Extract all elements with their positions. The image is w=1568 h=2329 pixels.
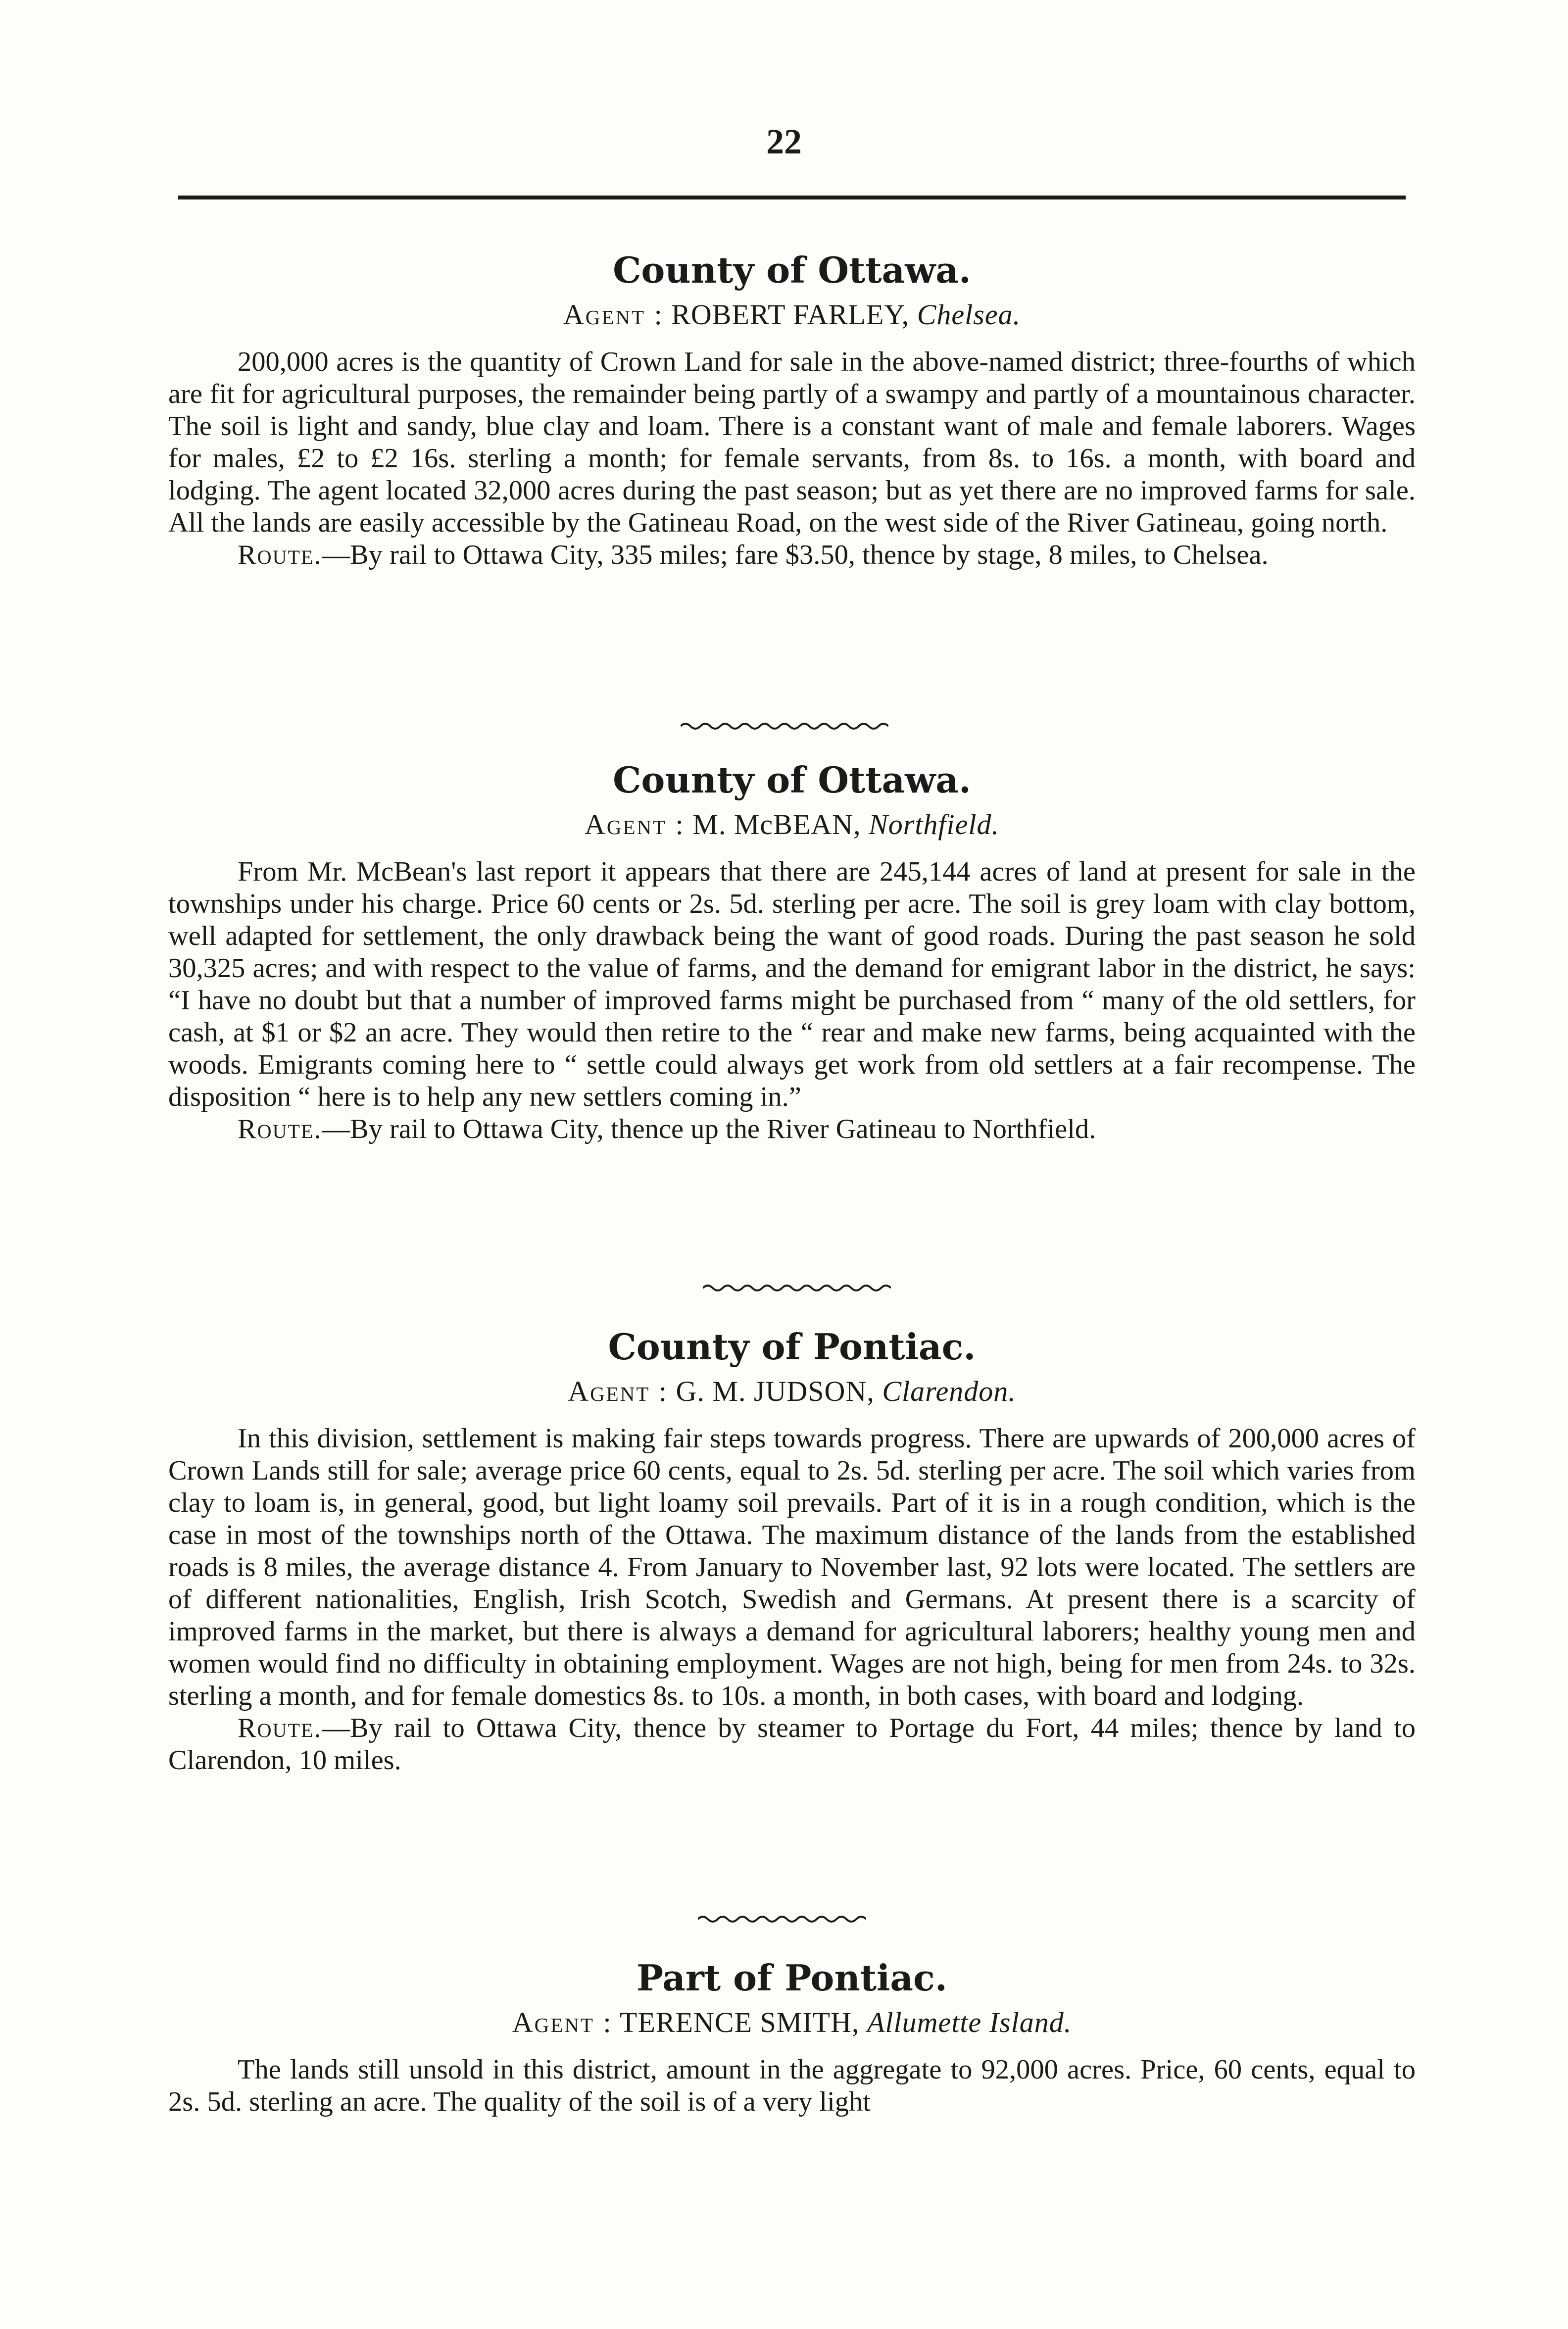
- route-paragraph: [168, 1712, 1416, 1777]
- wavy-divider: [698, 1913, 866, 1925]
- section-county-of-ottawa-mcbean: [168, 760, 1416, 1145]
- wavy-divider: [703, 1282, 891, 1294]
- agent-name: ROBERT FARLEY,: [671, 298, 910, 331]
- route-label: Route.: [238, 1113, 322, 1144]
- section-body: 200,000 acres is the quantity of Crown Land for sale in the above-named district; three-fourths of which are fit for agricultural purposes, the remainder being partly of a swampy and partly of a mountainous character. The soil is light and sandy, blue clay and loam. There is a constant want of male and female laborers. Wages for males, £2 to £2 16s. sterling a month; for female servants, from 8s. to 16s. a month, with board and lodging. The agent located 32,000 acres during the past season; but as yet there are no improved farms for sale. All the lands are easily accessible by the Gatineau Road, on the west side of the River Gatineau, going north.: [168, 346, 1416, 538]
- route-text: —By rail to Ottawa City, thence up the River Gatineau to Northfield.: [322, 1113, 1096, 1144]
- section-body: In this division, settlement is making fair steps towards progress. There are upwards of 200,000 acres of Crown Lands still for sale; average price 60 cents, equal to 2s. 5d. sterling per acre. The soil which varies from clay to loam is, in general, good, but light loamy soil prevails. Part of it is in a rough condition, which is the case in most of the townships north of the Ottawa. The maximum distance of the lands from the established roads is 8 miles, the average distance 4. From January to November last, 92 lots were located. The settlers are of different nationalities, English, Irish Scotch, Swedish and Germans. At present there is a scarcity of improved farms in the market, but there is always a demand for agricultural laborers; healthy young men and women would find no difficulty in obtaining employment. Wages are not high, being for men from 24s. to 32s. sterling a month, and for female domestics 8s. to 10s. a month, in both cases, with board and lodging.: [168, 1423, 1416, 1711]
- section-body: The lands still unsold in this district, amount in the aggregate to 92,000 acres. Price, 60 cents, equal to 2s. 5d. sterling an acre. The quality of the soil is of a very light: [168, 2054, 1416, 2117]
- section-county-of-ottawa-farley: [168, 250, 1416, 571]
- agent-label: Agent :: [584, 808, 685, 841]
- agent-line: [168, 1375, 1416, 1408]
- agent-line: [168, 2006, 1416, 2039]
- agent-name: M. McBEAN,: [692, 808, 861, 841]
- route-paragraph: [168, 1113, 1416, 1145]
- agent-place: Northfield.: [869, 808, 1000, 841]
- agent-line: [168, 298, 1416, 331]
- agent-label: Agent :: [563, 298, 664, 331]
- section-heading: County of Ottawa.: [613, 249, 971, 291]
- route-text: —By rail to Ottawa City, 335 miles; fare $3.50, thence by stage, 8 miles, to Chelsea.: [322, 539, 1269, 570]
- section-heading: County of Pontiac.: [608, 1326, 976, 1368]
- section-part-of-pontiac: [168, 1958, 1416, 2118]
- agent-name: TERENCE SMITH,: [620, 2006, 860, 2038]
- agent-place: Allumette Island.: [867, 2006, 1072, 2038]
- section-heading: County of Ottawa.: [613, 759, 971, 801]
- route-paragraph: [168, 539, 1416, 571]
- page-number: 22: [766, 122, 802, 161]
- agent-line: [168, 808, 1416, 841]
- agent-place: Clarendon.: [882, 1375, 1016, 1407]
- agent-label: Agent :: [512, 2006, 613, 2038]
- agent-name: G. M. JUDSON,: [676, 1375, 875, 1407]
- route-label: Route.: [238, 539, 322, 570]
- wavy-divider: [681, 720, 888, 732]
- section-county-of-pontiac: [168, 1327, 1416, 1777]
- route-text: —By rail to Ottawa City, thence by steamer to Portage du Fort, 44 miles; thence by land to Clarendon, 10 miles.: [168, 1712, 1416, 1776]
- agent-label: Agent :: [568, 1375, 668, 1407]
- header-rule: [178, 196, 1406, 199]
- section-body: From Mr. McBean's last report it appears that there are 245,144 acres of land at present for sale in the townships under his charge. Price 60 cents or 2s. 5d. sterling per acre. The soil is grey loam with clay bottom, well adapted for settlement, the only drawback being the want of good roads. During the past season he sold 30,325 acres; and with respect to the value of farms, and the demand for emigrant labor in the district, he says: “I have no doubt but that a number of improved farms might be purchased from “ many of the old settlers, for cash, at $1 or $2 an acre. They would then retire to the “ rear and make new farms, being acquainted with the woods. Emigrants coming here to “ settle could always get work from old settlers at a fair recompense. The disposition “ here is to help any new settlers coming in.”: [168, 856, 1416, 1112]
- agent-place: Chelsea.: [917, 298, 1021, 331]
- section-heading: Part of Pontiac.: [637, 1957, 947, 1999]
- route-label: Route.: [238, 1712, 322, 1743]
